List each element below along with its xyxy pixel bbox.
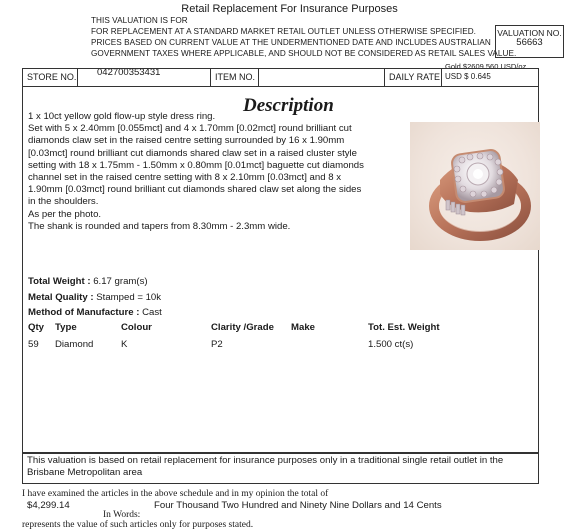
description-line: setting with 18 x 1.75mm - 1.50mm x 0.80mm [0.01mct] baguette cut diamonds xyxy=(28,159,364,171)
description-title: Description xyxy=(243,95,334,116)
description-line: in the shoulders. xyxy=(28,196,99,208)
daily-rate-label: DAILY RATE xyxy=(384,69,442,86)
table-header-qty: Qty xyxy=(28,322,44,333)
info-row xyxy=(22,68,539,87)
header-line-3: PRICES BASED ON CURRENT VALUE AT THE UNDERMENTIONED DATE AND INCLUDES AUSTRALIAN xyxy=(91,38,491,47)
method-of-manufacture xyxy=(28,307,162,318)
document-title: Retail Replacement For Insurance Purposes xyxy=(181,3,398,15)
description-line: As per the photo. xyxy=(28,208,102,220)
total-weight-label: Total Weight : xyxy=(28,276,91,287)
table-header-make: Make xyxy=(291,322,315,333)
item-label: ITEM NO. xyxy=(210,69,259,86)
usd-rate: USD $ 0.645 xyxy=(445,72,491,81)
table-cell-qty: 59 xyxy=(28,339,39,350)
valuation-number: 56663 xyxy=(516,37,543,48)
table-cell-type: Diamond xyxy=(55,339,94,350)
footer-note: This valuation is based on retail replacement for insurance purposes only in a traditional single retail outlet in the Brisbane Metropolitan area xyxy=(27,455,504,478)
gold-price: Gold $2609.560 USD/oz xyxy=(445,62,527,71)
total-weight xyxy=(28,276,148,287)
total-weight-value: 6.17 gram(s) xyxy=(93,276,148,287)
store-number-value: 042700353431 xyxy=(97,67,161,78)
description-line: diamonds claw set in the raised centre setting surrounded by 16 x 1.90mm xyxy=(28,135,345,147)
in-words-value: Four Thousand Two Hundred and Ninety Nine Dollars and 14 Cents xyxy=(154,500,442,511)
store-label: STORE NO. xyxy=(23,69,78,86)
table-cell-colour: K xyxy=(121,339,128,350)
metal-quality-value: Stamped = 10k xyxy=(96,292,162,303)
ring-illustration xyxy=(410,122,540,250)
header-line-1: THIS VALUATION IS FOR xyxy=(91,16,188,25)
table-cell-clarity: P2 xyxy=(211,339,223,350)
table-header-weight: Tot. Est. Weight xyxy=(368,322,440,333)
table-header-type: Type xyxy=(55,322,77,333)
description-line: 1 x 10ct yellow gold flow-up style dress ring. xyxy=(28,111,216,122)
method-value: Cast xyxy=(142,307,162,318)
in-words-label: In Words: xyxy=(103,510,141,520)
description-line: [0.03mct] round brilliant cut diamonds shared claw set in a raised cluster style xyxy=(28,147,358,159)
description-line: channel set in the raised centre setting with 8 x 2.10mm [0.03mct] and 8 x xyxy=(28,172,342,184)
table-cell-weight: 1.500 ct(s) xyxy=(368,339,414,350)
table-header-clarity: Clarity /Grade xyxy=(211,322,274,333)
statement-amount: $4,299.14 xyxy=(27,500,70,511)
method-label: Method of Manufacture : xyxy=(28,307,140,318)
table-header-colour: Colour xyxy=(121,322,152,333)
header-line-2: FOR REPLACEMENT AT A STANDARD MARKET RETAIL OUTLET UNLESS OTHERWISE SPECIFIED. xyxy=(91,27,476,36)
ring-photo xyxy=(410,122,540,250)
metal-quality-label: Metal Quality : xyxy=(28,292,94,303)
metal-quality xyxy=(28,292,161,303)
description-line: Set with 5 x 2.40mm [0.055mct] and 4 x 1.70mm [0.02mct] round brilliant cut xyxy=(28,123,352,135)
valuation-label: VALUATION NO. xyxy=(497,28,562,38)
valuation-number-box xyxy=(495,25,564,58)
statement-line-1: I have examined the articles in the above schedule and in my opinion the total of xyxy=(22,489,329,499)
header-line-4: GOVERNMENT TAXES WHERE APPLICABLE, AND SHOULD NOT BE CONSIDERED AS RETAIL SALES VALUE. xyxy=(91,49,517,58)
description-line: The shank is rounded and tapers from 8.30mm - 2.3mm wide. xyxy=(28,220,291,232)
description-line: 1.90mm [0.03mct] round brilliant cut diamonds shared claw set along the sides xyxy=(28,184,362,196)
statement-line-3: represents the value of such articles only for purposes stated. xyxy=(22,520,254,530)
description-text xyxy=(28,111,406,233)
